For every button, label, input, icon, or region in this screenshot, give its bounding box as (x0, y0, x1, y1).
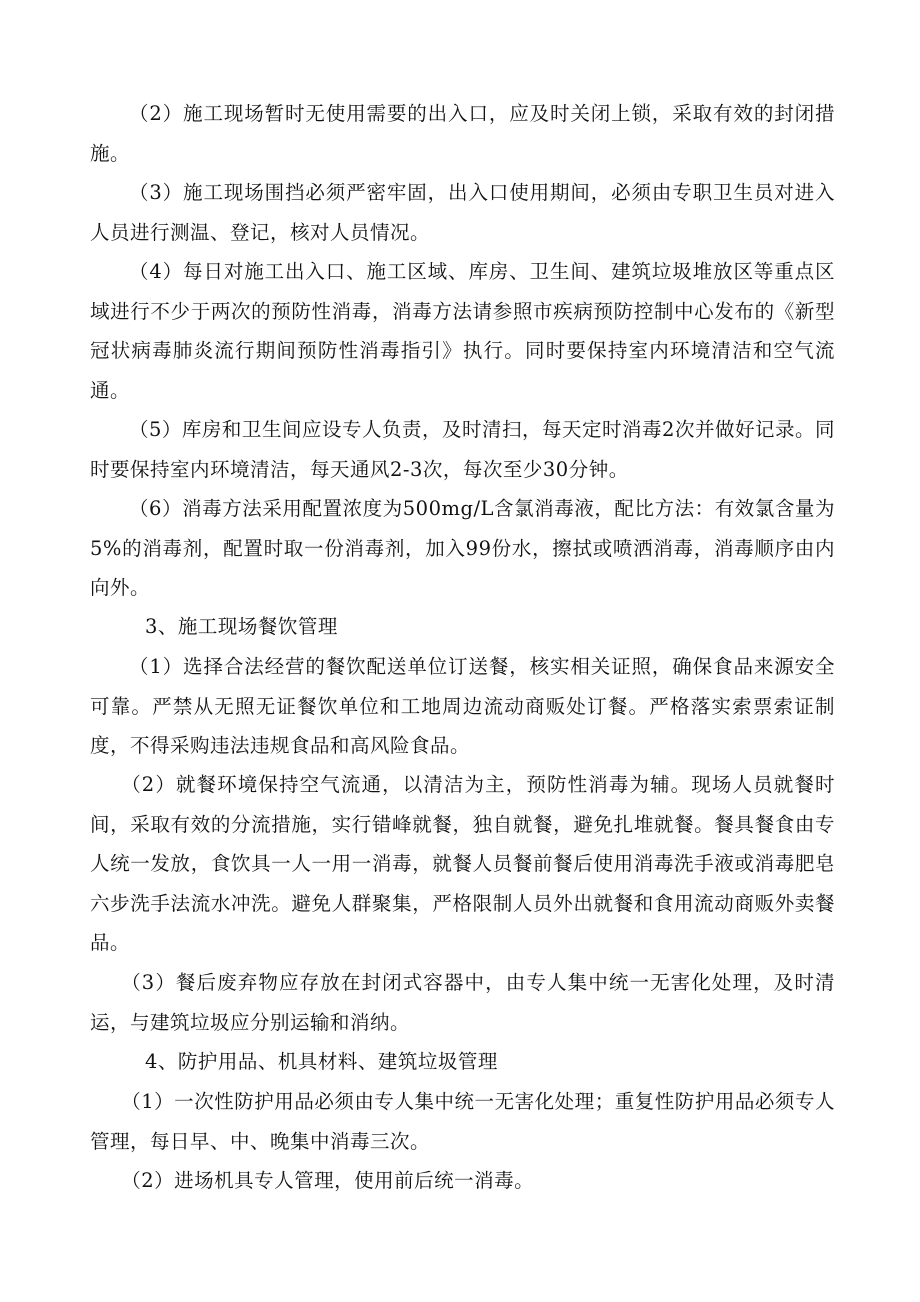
section-heading-protective-equipment: 4、防护用品、机具材料、建筑垃圾管理 (145, 1050, 498, 1073)
paragraph-dining-environment: （2）就餐环境保持空气流通，以清洁为主，预防性消毒为辅。现场人员就餐时间，采取有效的分流措施，实行错峰就餐，独自就餐，避免扎堆就餐。餐具餐食由专人统一发放，食饮具一人一用一消毒，就餐人员餐前餐后使用消毒洗手液或消毒肥皂六步洗手法流水冲洗。避免人群聚集，严格限制人员外出就餐和食用流动商贩外卖餐品。 (90, 773, 835, 954)
paragraph-closed-entrances: （2）施工现场暂时无使用需要的出入口，应及时关闭上锁，采取有效的封闭措施。 (90, 102, 835, 165)
paragraph-daily-disinfection: （4）每日对施工出入口、施工区域、库房、卫生间、建筑垃圾堆放区等重点区域进行不少于两次的预防性消毒，消毒方法请参照市疾病预防控制中心发布的《新型冠状病毒肺炎流行期间预防性消毒指引》执行。同时要保持室内环境清洁和空气流通。 (90, 260, 835, 402)
paragraph-machinery-management: （2）进场机具专人管理，使用前后统一消毒。 (121, 1169, 535, 1192)
section-heading-catering: 3、施工现场餐饮管理 (145, 615, 338, 638)
paragraph-warehouse-toilet: （5）库房和卫生间应设专人负责，及时清扫，每天定时消毒2次并做好记录。同时要保持室内环境清洁，每天通风2-3次，每次至少30分钟。 (90, 418, 835, 481)
paragraph-catering-supplier: （1）选择合法经营的餐饮配送单位订送餐，核实相关证照，确保食品来源安全可靠。严禁从无照无证餐饮单位和工地周边流动商贩处订餐。严格落实索票索证制度，不得采购违法违规食品和高风险食品。 (90, 655, 835, 757)
paragraph-disinfection-method: （6）消毒方法采用配置浓度为500mg/L含氯消毒液，配比方法：有效氯含量为5%的消毒剂，配置时取一份消毒剂，加入99份水，擦拭或喷洒消毒，消毒顺序由内向外。 (90, 497, 835, 599)
paragraph-fence-temperature-check: （3）施工现场围挡必须严密牢固，出入口使用期间，必须由专职卫生员对进入人员进行测温、登记，核对人员情况。 (90, 181, 835, 244)
paragraph-food-waste: （3）餐后废弃物应存放在封闭式容器中，由专人集中统一无害化处理，及时清运，与建筑垃圾应分别运输和消纳。 (90, 971, 835, 1034)
paragraph-protective-supplies: （1）一次性防护用品必须由专人集中统一无害化处理；重复性防护用品必须专人管理，每日早、中、晚集中消毒三次。 (90, 1090, 835, 1153)
